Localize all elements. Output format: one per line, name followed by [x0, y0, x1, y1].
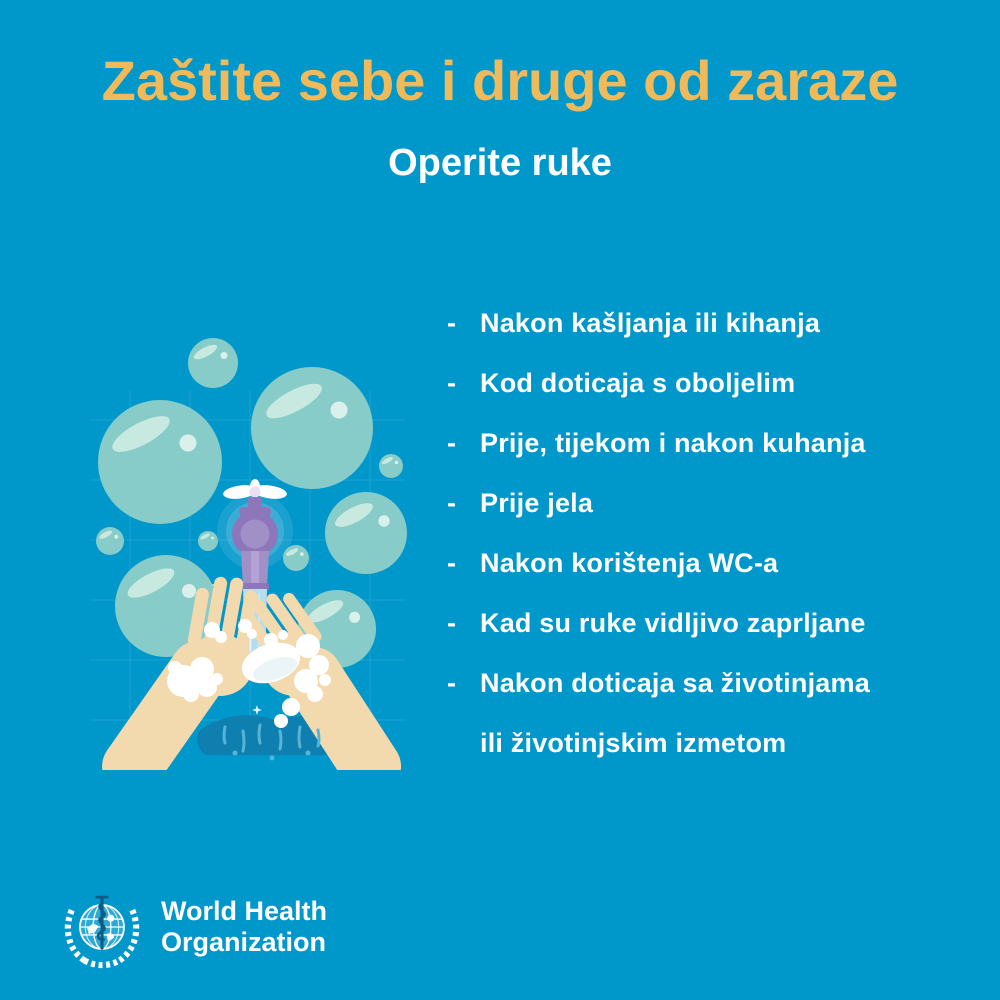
dash-icon: - [447, 548, 457, 578]
list-item-label: Nakon kašljanja ili kihanja [480, 308, 821, 338]
who-logo [58, 883, 327, 971]
dash-icon: - [447, 608, 457, 638]
bubble-icon [98, 400, 222, 524]
list-item-label: Nakon korištenja WC-a [480, 548, 779, 578]
dash-icon: - [447, 668, 457, 698]
who-wordmark [161, 896, 327, 958]
list-item-label: Prije, tijekom i nakon kuhanja [480, 428, 866, 458]
list-item [447, 653, 962, 713]
dash-icon: - [447, 428, 457, 458]
list-item [447, 473, 962, 533]
handwash-illustration [75, 335, 420, 770]
bubble-icon [325, 492, 407, 574]
bubble-icon [379, 454, 403, 478]
list-item-continuation [447, 713, 962, 773]
poster-title: Zaštite sebe i druge od zaraze [101, 49, 899, 112]
dash-icon: - [447, 308, 457, 338]
bubble-icon [96, 527, 124, 555]
list-item-label: ili životinjskim izmetom [480, 728, 787, 758]
bubble-icon [251, 367, 373, 489]
poster-subtitle: Operite ruke [388, 142, 612, 184]
dash-icon: - [447, 488, 457, 518]
list-item [447, 353, 962, 413]
handwash-occasions-list [447, 293, 962, 773]
list-item [447, 413, 962, 473]
bubble-icon [198, 531, 218, 551]
org-name-line1: World Health [161, 896, 328, 926]
list-item-label: Prije jela [480, 488, 594, 518]
list-item-label: Nakon doticaja sa životinjama [480, 668, 870, 698]
bubble-icon [188, 338, 238, 388]
list-item-label: Kad su ruke vidljivo zaprljane [480, 608, 866, 638]
dash-icon: - [447, 368, 457, 398]
list-item [447, 533, 962, 593]
faucet-icon [217, 479, 293, 591]
list-item [447, 293, 962, 353]
list-item-label: Kod doticaja s oboljelim [480, 368, 796, 398]
who-emblem-icon [58, 883, 146, 971]
list-item [447, 593, 962, 653]
org-name-line2: Organization [161, 927, 327, 957]
